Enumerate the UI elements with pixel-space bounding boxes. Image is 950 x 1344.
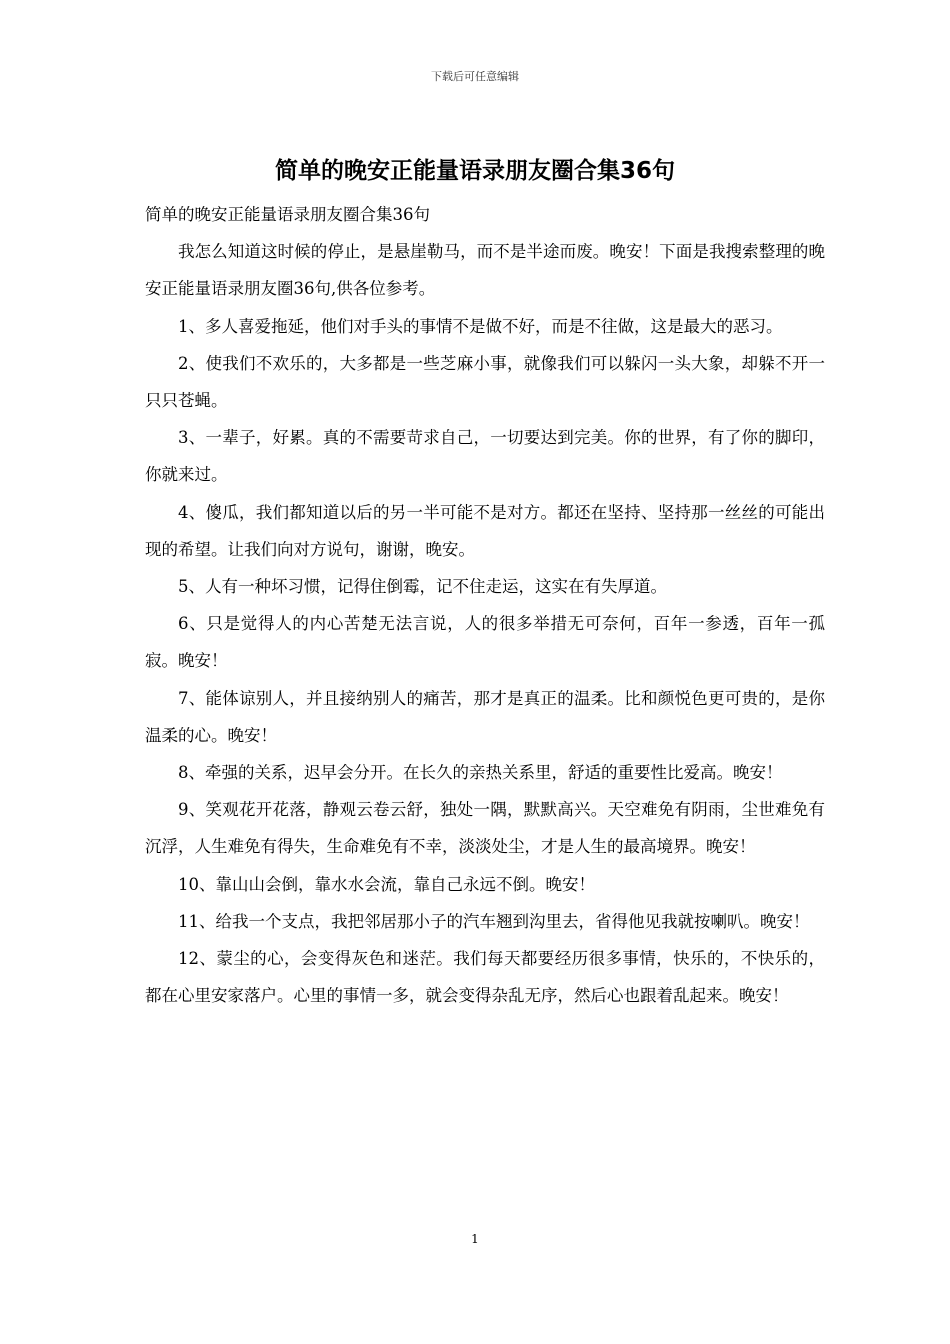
quote-paragraph: 10、靠山山会倒，靠水水会流，靠自己永远不倒。晚安！ — [178, 874, 595, 894]
quote-paragraph: 9、笑观花开花落，静观云卷云舒，独处一隅，默默高兴。天空难免有阴雨，尘世难免有沉浮，人生难免有得失，生命难免有不幸，淡淡处尘，才是人生的最高境界。晚安！ — [145, 800, 825, 857]
quote-paragraph: 8、牵强的关系，迟早会分开。在长久的亲热关系里，舒适的重要性比爱高。晚安！ — [178, 763, 783, 783]
quote-paragraph: 2、使我们不欢乐的，大多都是一些芝麻小事，就像我们可以躲闪一头大象，却躲不开一只只苍蝇。 — [145, 353, 825, 411]
document-title: 简单的晚安正能量语录朋友圈合集36句 — [274, 158, 675, 184]
quote-paragraph: 4、傻瓜，我们都知道以后的另一半可能不是对方。都还在坚持、坚持那一丝丝的可能出现的希望。让我们向对方说句，谢谢，晚安。 — [145, 502, 825, 559]
quote-paragraph: 5、人有一种坏习惯，记得住倒霉，记不住走运，这实在有失厚道。 — [178, 577, 667, 597]
quote-paragraph: 11、给我一个支点，我把邻居那小子的汽车翘到沟里去，省得他见我就按喇叭。晚安！ — [178, 911, 810, 931]
document-subtitle: 简单的晚安正能量语录朋友圈合集36句 — [145, 205, 430, 224]
document-body — [145, 196, 825, 1014]
quote-paragraph: 3、一辈子，好累。真的不需要苛求自己，一切要达到完美。你的世界，有了你的脚印，你就来过。 — [145, 428, 825, 485]
quote-paragraph: 7、能体谅别人，并且接纳别人的痛苦，那才是真正的温柔。比和颜悦色更可贵的，是你温柔的心。晚安！ — [145, 688, 825, 745]
intro-paragraph: 我怎么知道这时候的停止，是悬崖勒马，而不是半途而废。晚安！下面是我搜索整理的晚安正能量语录朋友圈36句,供各位参考。 — [145, 242, 825, 299]
page-number: 1 — [471, 1232, 479, 1246]
quote-paragraph: 12、蒙尘的心，会变得灰色和迷茫。我们每天都要经历很多事情，快乐的，不快乐的，都在心里安家落户。心里的事情一多，就会变得杂乱无序，然后心也跟着乱起来。晚安！ — [145, 949, 825, 1006]
quote-paragraph: 6、只是觉得人的内心苦楚无法言说，人的很多举措无可奈何，百年一参透，百年一孤寂。晚安！ — [145, 614, 825, 671]
header-note: 下载后可任意编辑 — [431, 70, 519, 83]
quote-paragraph: 1、多人喜爱拖延，他们对手头的事情不是做不好，而是不往做，这是最大的恶习。 — [178, 316, 783, 336]
